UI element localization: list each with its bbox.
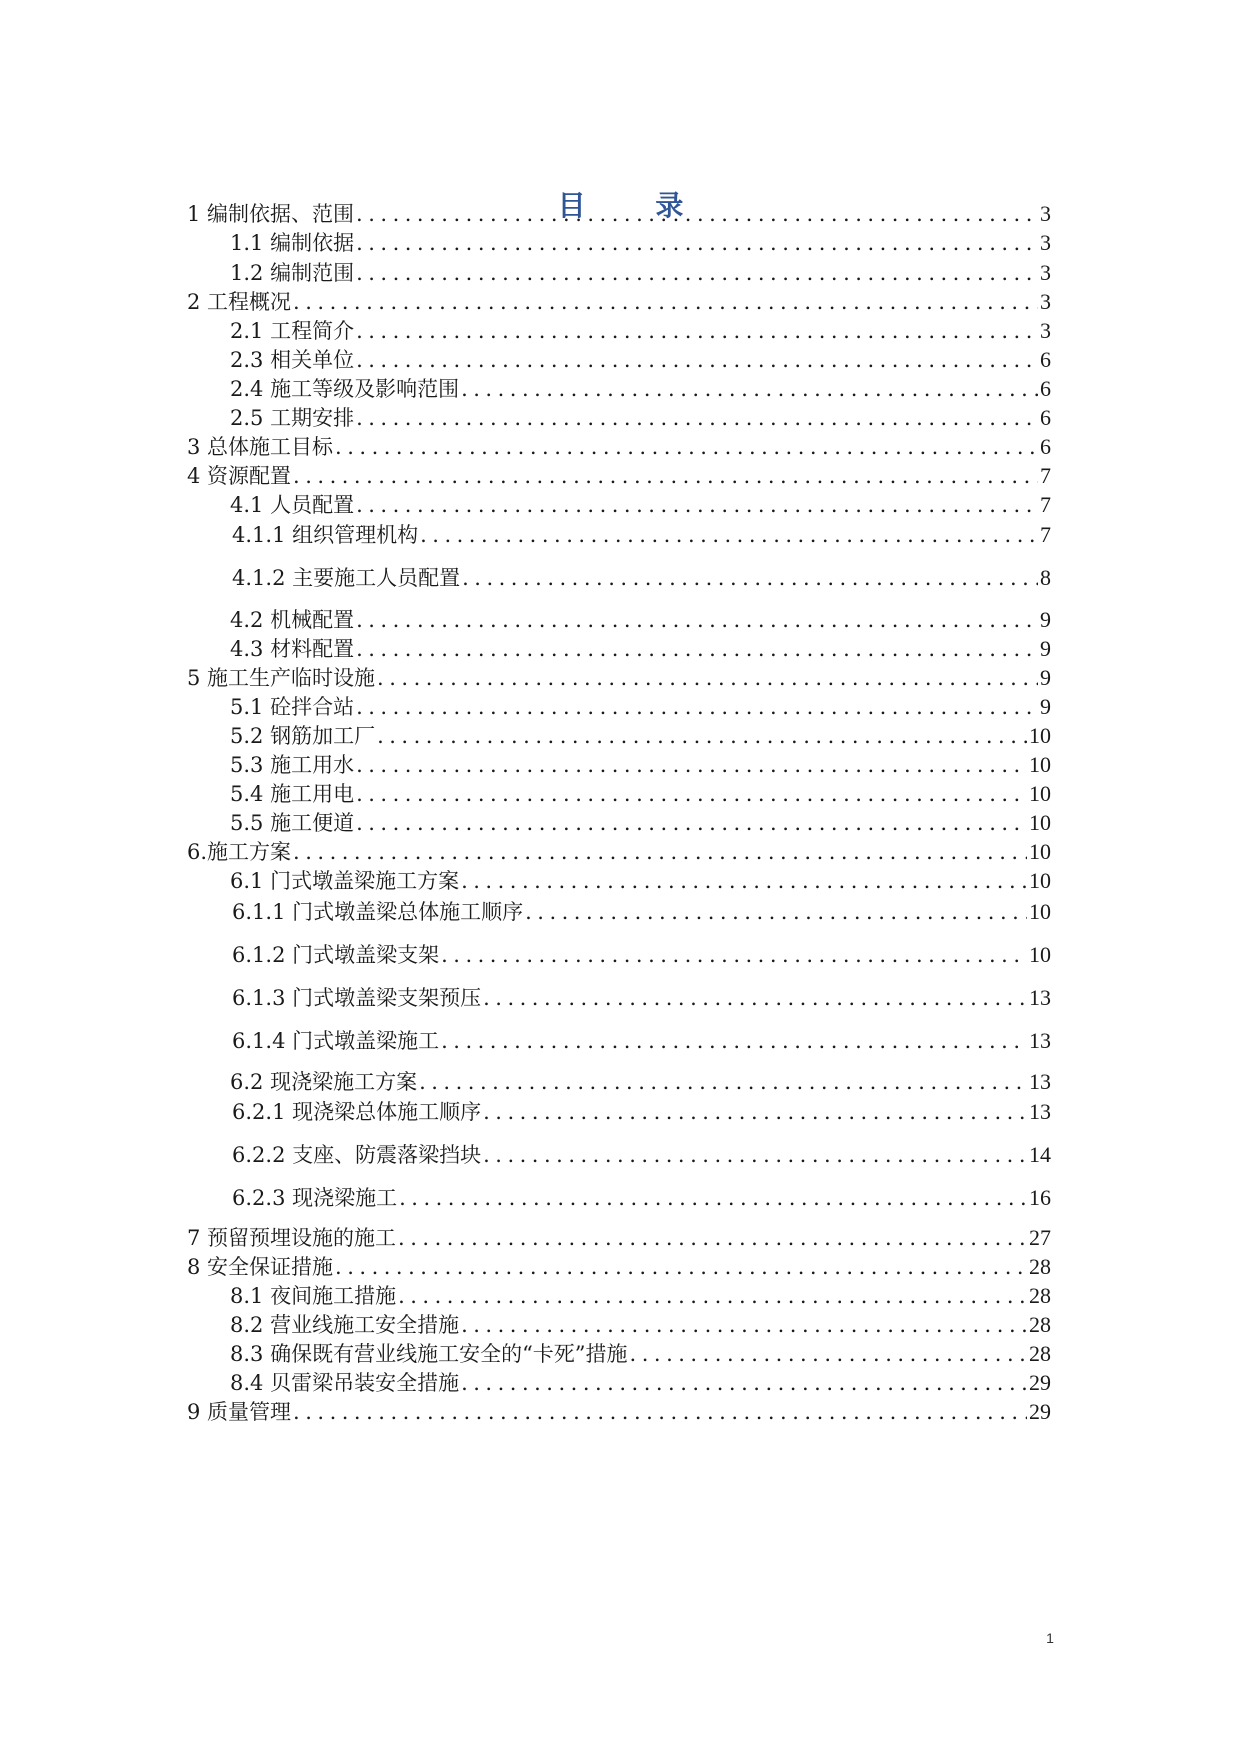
toc-entry-label: 1 编制依据、范围 xyxy=(187,202,355,226)
toc-entry-page: 10 xyxy=(1029,752,1051,777)
toc-entry-label: 8.1 夜间施工措施 xyxy=(230,1284,397,1308)
toc-entry[interactable] xyxy=(230,1368,1051,1398)
toc-entry-label: 2 工程概况 xyxy=(187,290,292,314)
toc-entry-label: 6.2.1 现浇梁总体施工顺序 xyxy=(232,1100,482,1124)
toc-entry[interactable] xyxy=(230,1339,1051,1369)
toc-entry-label: 6.1 门式墩盖梁施工方案 xyxy=(230,869,460,893)
toc-entry-label: 8.3 确保既有营业线施工安全的“卡死”措施 xyxy=(230,1342,628,1366)
toc-entry-label: 6.1.3 门式墩盖梁支架预压 xyxy=(232,986,482,1010)
toc-entry-label: 4 资源配置 xyxy=(187,464,292,488)
toc-entry[interactable] xyxy=(187,1397,1051,1427)
toc-entry[interactable] xyxy=(187,837,1051,867)
toc-entry-page: 28 xyxy=(1029,1283,1051,1308)
toc-entry-page: 10 xyxy=(1029,899,1051,924)
toc-entry[interactable] xyxy=(187,663,1051,693)
toc-entry-page: 3 xyxy=(1040,230,1051,255)
toc-leader-dots xyxy=(398,1281,1027,1311)
toc-entry-page: 28 xyxy=(1029,1312,1051,1337)
toc-entry[interactable] xyxy=(230,808,1051,838)
toc-entry-page: 9 xyxy=(1040,607,1051,632)
toc-leader-dots xyxy=(356,490,1038,520)
toc-entry[interactable] xyxy=(230,345,1051,375)
toc-leader-dots xyxy=(293,287,1038,317)
toc-leader-dots xyxy=(525,897,1027,927)
toc-leader-dots xyxy=(356,316,1038,346)
toc-entry[interactable] xyxy=(230,490,1051,520)
toc-entry-page: 9 xyxy=(1040,694,1051,719)
toc-entry-label: 4.1 人员配置 xyxy=(230,493,355,517)
toc-leader-dots xyxy=(356,779,1027,809)
toc-entry-label: 5.3 施工用水 xyxy=(230,753,355,777)
toc-entry-label: 6.1.4 门式墩盖梁施工 xyxy=(232,1029,440,1053)
toc-entry-label: 2.4 施工等级及影响范围 xyxy=(230,377,460,401)
toc-entry-label: 2.5 工期安排 xyxy=(230,406,355,430)
toc-entry[interactable] xyxy=(230,316,1051,346)
toc-leader-dots xyxy=(377,721,1027,751)
toc-entry-page: 3 xyxy=(1040,260,1051,285)
toc-entry-page: 16 xyxy=(1029,1185,1051,1210)
toc-entry-page: 3 xyxy=(1040,318,1051,343)
toc-entry-label: 2.3 相关单位 xyxy=(230,348,355,372)
toc-entry-page: 10 xyxy=(1029,839,1051,864)
toc-entry-page: 7 xyxy=(1040,463,1051,488)
toc-entry[interactable] xyxy=(232,1140,1051,1170)
toc-entry-label: 2.1 工程简介 xyxy=(230,319,355,343)
toc-entry-label: 6.1.2 门式墩盖梁支架 xyxy=(232,943,440,967)
toc-entry[interactable] xyxy=(230,228,1051,258)
toc-entry-label: 1.2 编制范围 xyxy=(230,261,355,285)
toc-entry[interactable] xyxy=(187,1252,1051,1282)
toc-entry[interactable] xyxy=(232,520,1051,550)
toc-entry[interactable] xyxy=(230,1310,1051,1340)
toc-entry[interactable] xyxy=(232,897,1051,927)
toc-leader-dots xyxy=(398,1223,1027,1253)
toc-entry-page: 6 xyxy=(1040,376,1051,401)
toc-entry[interactable] xyxy=(187,461,1051,491)
toc-entry-page: 7 xyxy=(1040,492,1051,517)
toc-leader-dots xyxy=(420,520,1038,550)
toc-entry[interactable] xyxy=(230,605,1051,635)
toc-entry-page: 6 xyxy=(1040,347,1051,372)
toc-leader-dots xyxy=(377,663,1038,693)
toc-entry-page: 10 xyxy=(1029,810,1051,835)
toc-entry-page: 13 xyxy=(1029,1099,1051,1124)
toc-entry-page: 28 xyxy=(1029,1341,1051,1366)
toc-entry-label: 4.2 机械配置 xyxy=(230,608,355,632)
toc-entry-page: 13 xyxy=(1029,985,1051,1010)
toc-entry-page: 6 xyxy=(1040,405,1051,430)
toc-leader-dots xyxy=(399,1183,1027,1213)
toc-leader-dots xyxy=(461,1368,1027,1398)
toc-leader-dots xyxy=(483,1097,1027,1127)
toc-entry-page: 10 xyxy=(1029,781,1051,806)
toc-entry[interactable] xyxy=(230,692,1051,722)
toc-entry-page: 14 xyxy=(1029,1142,1051,1167)
toc-entry-page: 27 xyxy=(1029,1225,1051,1250)
toc-entry-label: 4.1.2 主要施工人员配置 xyxy=(232,566,461,590)
toc-entry-page: 29 xyxy=(1029,1399,1051,1424)
toc-entry-label: 1.1 编制依据 xyxy=(230,231,355,255)
toc-entry-label: 4.3 材料配置 xyxy=(230,637,355,661)
toc-entry-page: 3 xyxy=(1040,201,1051,226)
toc-leader-dots xyxy=(356,692,1038,722)
toc-entry[interactable] xyxy=(232,1097,1051,1127)
toc-entry[interactable] xyxy=(230,1067,1051,1097)
toc-entry-page: 6 xyxy=(1040,434,1051,459)
toc-entry-page: 9 xyxy=(1040,665,1051,690)
toc-entry[interactable] xyxy=(230,403,1051,433)
toc-entry[interactable] xyxy=(230,1281,1051,1311)
toc-entry[interactable] xyxy=(232,1183,1051,1213)
toc-entry-page: 10 xyxy=(1029,942,1051,967)
toc-leader-dots xyxy=(356,345,1038,375)
toc-entry-label: 9 质量管理 xyxy=(187,1400,292,1424)
toc-leader-dots xyxy=(335,1252,1027,1282)
toc-title: 目 录 xyxy=(557,189,714,222)
toc-entry[interactable] xyxy=(230,750,1051,780)
toc-entry-label: 5.4 施工用电 xyxy=(230,782,355,806)
toc-entry-page: 3 xyxy=(1040,289,1051,314)
toc-leader-dots xyxy=(335,432,1038,462)
toc-entry-page: 9 xyxy=(1040,636,1051,661)
toc-leader-dots xyxy=(483,1140,1027,1170)
toc-entry-label: 5.1 砼拌合站 xyxy=(230,695,355,719)
toc-entry-label: 6.施工方案 xyxy=(187,840,292,864)
toc-leader-dots xyxy=(356,808,1027,838)
toc-entry[interactable] xyxy=(187,287,1051,317)
toc-leader-dots xyxy=(356,403,1038,433)
toc-entry-label: 8 安全保证措施 xyxy=(187,1255,334,1279)
toc-entry[interactable] xyxy=(230,258,1051,288)
toc-leader-dots xyxy=(461,374,1038,404)
toc-leader-dots xyxy=(441,940,1027,970)
toc-entry-label: 8.2 营业线施工安全措施 xyxy=(230,1313,460,1337)
toc-leader-dots xyxy=(356,258,1038,288)
page-number: 1 xyxy=(1046,1630,1054,1646)
toc-entry[interactable] xyxy=(187,199,1051,229)
toc-leader-dots xyxy=(293,837,1027,867)
toc-entry[interactable] xyxy=(187,432,1051,462)
toc-leader-dots xyxy=(441,1026,1027,1056)
toc-entry[interactable] xyxy=(232,1026,1051,1056)
toc-entry-page: 10 xyxy=(1029,723,1051,748)
toc-entry-label: 5.5 施工便道 xyxy=(230,811,355,835)
toc-entry-label: 5 施工生产临时设施 xyxy=(187,666,376,690)
toc-leader-dots xyxy=(356,634,1038,664)
toc-entry[interactable] xyxy=(230,866,1051,896)
toc-leader-dots xyxy=(462,563,1038,593)
toc-entry-label: 4.1.1 组织管理机构 xyxy=(232,523,419,547)
toc-entry-page: 8 xyxy=(1040,565,1051,590)
toc-leader-dots xyxy=(483,983,1027,1013)
toc-leader-dots xyxy=(293,461,1038,491)
toc-entry-label: 6.1.1 门式墩盖梁总体施工顺序 xyxy=(232,900,524,924)
toc-leader-dots xyxy=(356,750,1027,780)
toc-entry[interactable] xyxy=(232,983,1051,1013)
toc-entry-label: 6.2 现浇梁施工方案 xyxy=(230,1070,418,1094)
toc-entry-page: 10 xyxy=(1029,868,1051,893)
toc-entry-label: 8.4 贝雷梁吊装安全措施 xyxy=(230,1371,460,1395)
toc-leader-dots xyxy=(461,1310,1027,1340)
toc-entry-page: 28 xyxy=(1029,1254,1051,1279)
toc-entry-label: 6.2.2 支座、防震落梁挡块 xyxy=(232,1143,482,1167)
toc-leader-dots xyxy=(630,1339,1027,1369)
toc-entry[interactable] xyxy=(230,721,1051,751)
toc-entry[interactable] xyxy=(230,374,1051,404)
toc-entry-page: 29 xyxy=(1029,1370,1051,1395)
toc-entry-page: 13 xyxy=(1029,1028,1051,1053)
toc-entry-page: 13 xyxy=(1029,1069,1051,1094)
toc-leader-dots xyxy=(356,199,1038,229)
toc-leader-dots xyxy=(356,605,1038,635)
toc-leader-dots xyxy=(419,1067,1027,1097)
toc-leader-dots xyxy=(356,228,1038,258)
toc-entry-label: 3 总体施工目标 xyxy=(187,435,334,459)
toc-entry-page: 7 xyxy=(1040,522,1051,547)
toc-entry[interactable] xyxy=(232,940,1051,970)
toc-entry-label: 5.2 钢筋加工厂 xyxy=(230,724,376,748)
toc-entry[interactable] xyxy=(232,563,1051,593)
toc-entry[interactable] xyxy=(230,634,1051,664)
toc-entry-label: 7 预留预埋设施的施工 xyxy=(187,1226,397,1250)
toc-entry-label: 6.2.3 现浇梁施工 xyxy=(232,1186,398,1210)
toc-leader-dots xyxy=(293,1397,1027,1427)
toc-entry[interactable] xyxy=(230,779,1051,809)
toc-leader-dots xyxy=(461,866,1027,896)
toc-entry[interactable] xyxy=(187,1223,1051,1253)
